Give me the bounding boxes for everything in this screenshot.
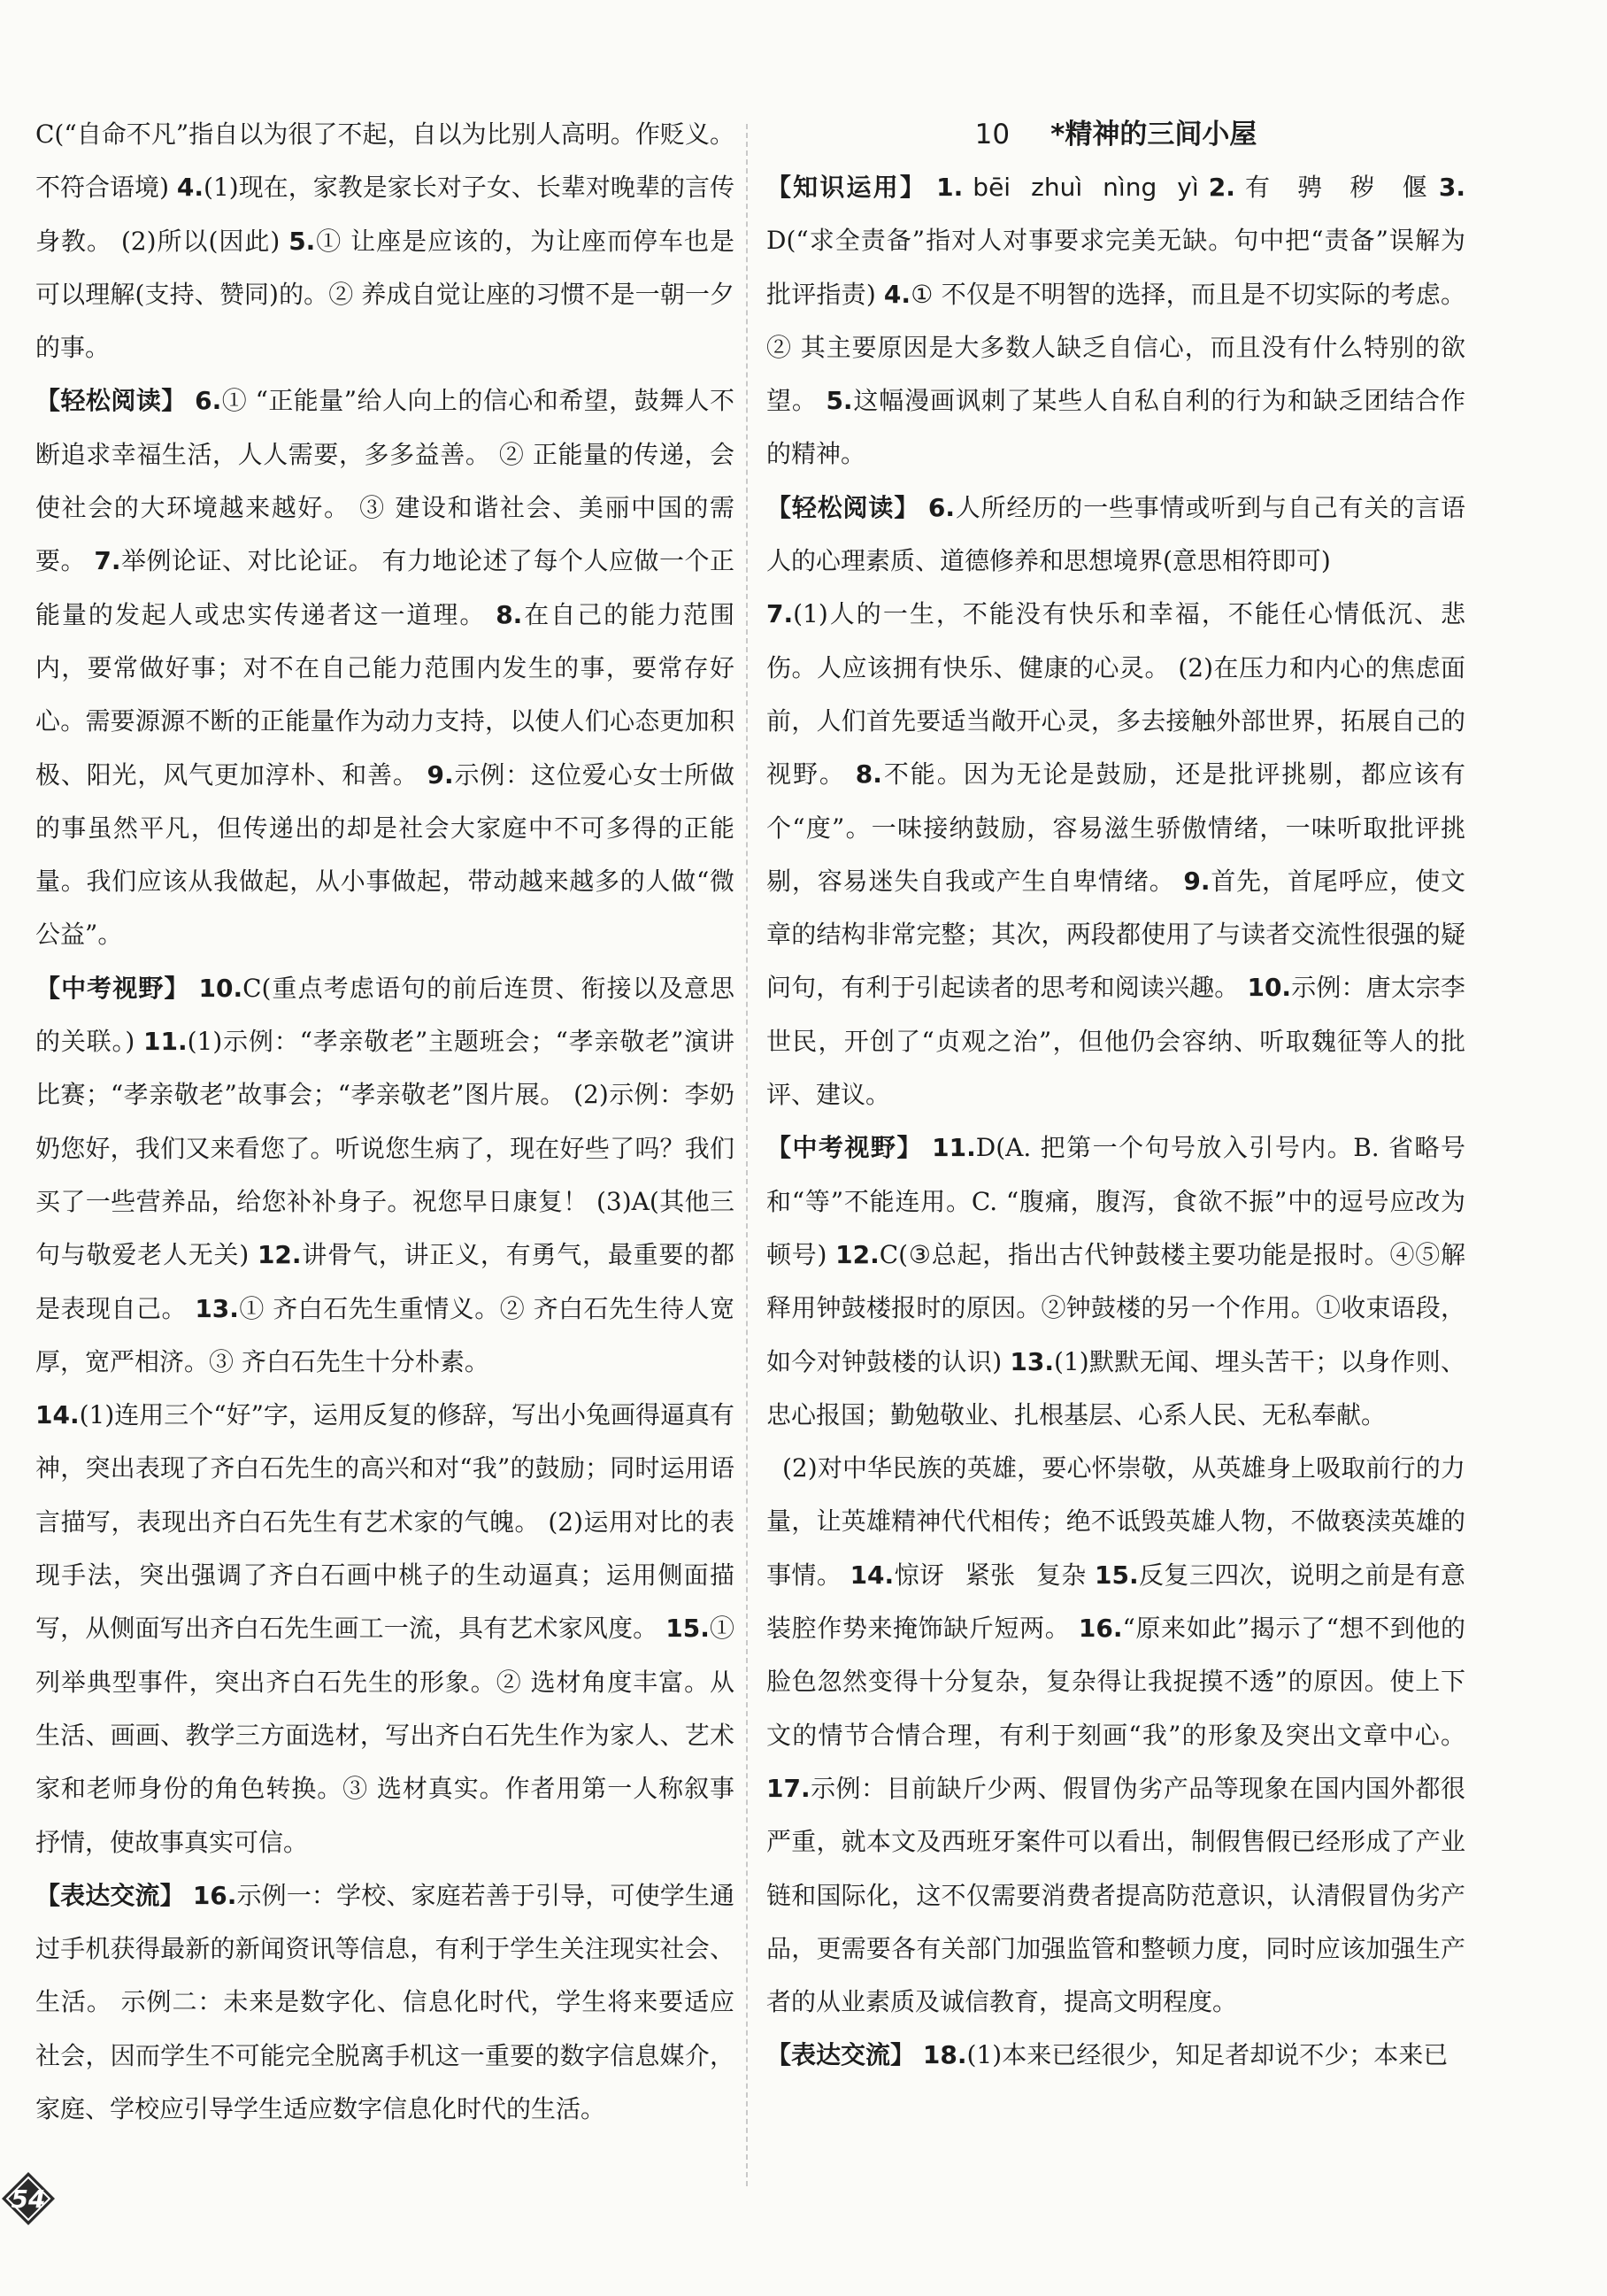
answer-text: 反复三四次，说明之前是有意装腔作势来掩饰缺斤短两。 — [766, 1560, 1465, 1644]
answer-text: D(“求全责备”指对人对事要求完美无缺。句中把“责备”误解为批评指责) — [766, 226, 1465, 309]
answer-text: 示例：这位爱心女士所做的事虽然平凡，但传递出的却是社会大家庭中不可多得的正能量。我们应该从我做起，从小事做起，带动越来越多的人做“微公益”。 — [35, 759, 734, 950]
answer-text: (1)本来已经很少，知足者却说不少；本来已 — [966, 2040, 1449, 2070]
section-tag: 【轻松阅读】 — [35, 386, 187, 416]
answer-text: C(“自命不凡”指自以为很了不起，自以为比别人高明。作贬义。不符合语境) — [35, 119, 734, 203]
answer-block-14 — [35, 1389, 734, 1869]
section-expression — [35, 1869, 734, 2136]
section-expression — [766, 2029, 1465, 2082]
answer-text: C(③总起，指出古代钟鼓楼主要功能是报时。④⑤解释用钟鼓楼报时的原因。②钟鼓楼的另一个作用。①收束语段，如今对钟鼓楼的认识) — [766, 1239, 1465, 1376]
answer-text: (2)对中华民族的英雄，要心怀崇敬，从英雄身上吸取前行的力量，让英雄精神代代相传；绝不诋毁英雄人物，不做亵渎英雄的事情。 — [766, 1453, 1465, 1590]
question-number: 16. — [1078, 1614, 1123, 1644]
answer-text: ① 不仅是不明智的选择，而且是不切实际的考虑。 ② 其主要原因是大多数人缺乏自信心，而且没有什么特别的欲望。 — [766, 279, 1465, 416]
answer-text: ① “正能量”给人向上的信心和希望，鼓舞人不断追求幸福生活，人人需要，多多益善。 ② 正能量的传递，会使社会的大环境越来越好。 ③ 建设和谐社会、美丽中国的需要。 — [35, 386, 734, 576]
answer-text: (1)现在，家教是家长对子女、长辈对晚辈的言传身教。 (2)所以(因此) — [35, 173, 734, 256]
question-number: 16. — [192, 1880, 237, 1910]
lesson-number: 10 — [974, 119, 1011, 150]
answer-block-1 — [35, 108, 734, 374]
section-exam-view — [766, 1121, 1465, 1442]
answer-text: D(A. 把第一个句号放入引号内。B. 省略号和“等”不能连用。C. “腹痛，腹泻，食欲不振”中的逗号应改为顿号) — [766, 1133, 1465, 1269]
left-column — [35, 108, 734, 2136]
question-number: 14. — [35, 1400, 80, 1430]
question-number: 2. — [1208, 173, 1235, 202]
question-number: 10. — [1247, 973, 1292, 1003]
answer-text: 举例论证、对比论证。 有力地论述了每个人应做一个正能量的发起人或忠实传递者这一道理。 — [35, 546, 734, 629]
question-number: 8. — [855, 759, 882, 790]
question-number: 5. — [826, 386, 853, 416]
answer-block-13b — [766, 1442, 1465, 2029]
answer-text: bēi zhuì nìng yì — [973, 173, 1199, 202]
answer-text: 示例：目前缺斤少两、假冒伪劣产品等现象在国内国外都很严重，就本文及西班牙案件可以看出，制假售假已经形成了产业链和国际化，这不仅需要消费者提高防范意识，认清假冒伪劣产品，更需要各有关部门加强监管和整顿力度，同时应该加强生产者的从业素质及诚信教育，提高文明程度。 — [766, 1773, 1465, 2017]
question-number: 11. — [142, 1027, 188, 1057]
question-number: 3. — [1438, 173, 1466, 202]
answer-text: 首先，首尾呼应，使文章的结构非常完整；其次，两段都使用了与读者交流性很强的疑问句，有利于引起读者的思考和阅读兴趣。 — [766, 866, 1465, 1003]
question-number: 15. — [665, 1614, 710, 1644]
question-number: 6. — [195, 386, 222, 416]
answer-text: ① 列举典型事件，突出齐白石先生的形象。② 选材角度丰富。从生活、画画、教学三方面选材，写出齐白石先生作为家人、艺术家和老师身份的角色转换。③ 选材真实。作者用第一人称叙事抒情，使故事真实可信。 — [35, 1614, 734, 1857]
section-easy-reading — [766, 482, 1465, 589]
lesson-title — [766, 108, 1465, 161]
answer-text: (1)默默无闻、埋头苦干；以身作则、忠心报国；勤勉敬业、扎根基层、心系人民、无私奉献。 — [766, 1346, 1465, 1429]
section-tag: 【知识运用】 — [766, 173, 927, 202]
page-number-badge — [0, 2170, 57, 2227]
lesson-title-text: *精神的三间小屋 — [1050, 119, 1257, 150]
answer-block-7 — [766, 588, 1465, 1121]
section-knowledge-use — [766, 161, 1465, 482]
question-number: 9. — [427, 759, 454, 790]
section-tag: 【中考视野】 — [35, 973, 190, 1003]
question-number: 1. — [936, 173, 964, 202]
answer-text: 在自己的能力范围内，要常做好事；对不在自己能力范围内发生的事，要常存好心。需要源源不断的正能量作为动力支持，以使人们心态更加积极、阳光，风气更加淳朴、和善。 — [35, 599, 734, 790]
section-tag: 【表达交流】 — [766, 2040, 916, 2070]
question-number: 7. — [766, 599, 794, 629]
question-number: 7. — [94, 546, 121, 576]
answer-text: 惊讶 紧张 复杂 — [894, 1560, 1087, 1590]
section-easy-reading — [35, 374, 734, 961]
answer-text: 示例：唐太宗李世民，开创了“贞观之治”，但他仍会容纳、听取魏征等人的批评、建议。 — [766, 973, 1465, 1110]
question-number: 10. — [198, 973, 243, 1003]
question-number: 12. — [257, 1240, 302, 1270]
answer-text: “原来如此”揭示了“想不到他的脸色忽然变得十分复杂，复杂得让我捉摸不透”的原因。使上下文的情节合情合理，有利于刻画“我”的形象及突出文章中心。 — [766, 1614, 1465, 1750]
answer-text: C(重点考虑语句的前后连贯、衔接以及意思的关联。) — [35, 973, 734, 1057]
answer-text: ① 让座是应该的，为让座而停车也是可以理解(支持、赞同)的。② 养成自觉让座的习惯不是一朝一夕的事。 — [35, 226, 734, 363]
answer-text: 人所经历的一些事情或听到与自己有关的言语 人的心理素质、道德修养和思想境界(意思相符即可) — [766, 492, 1465, 576]
question-number: 9. — [1183, 866, 1211, 896]
answer-text: 这幅漫画讽刺了某些人自私自利的行为和缺乏团结合作的精神。 — [766, 386, 1465, 469]
right-column — [766, 108, 1465, 2083]
question-number: 17. — [766, 1773, 811, 1803]
answer-text: 有 骋 秽 偃 — [1244, 173, 1429, 202]
question-number: 5. — [288, 226, 316, 256]
section-tag: 【中考视野】 — [766, 1133, 923, 1163]
section-exam-view — [35, 962, 734, 1389]
answer-text: (1)人的一生，不能没有快乐和幸福，不能任心情低沉、悲伤。人应该拥有快乐、健康的心灵。 (2)在压力和内心的焦虑面前，人们首先要适当敞开心灵，多去接触外部世界，拓展自己的视野。 — [766, 599, 1465, 790]
section-tag: 【表达交流】 — [35, 1880, 185, 1910]
question-number: 11. — [932, 1133, 976, 1163]
question-number: 18. — [922, 2040, 967, 2070]
answer-text: (1)连用三个“好”字，运用反复的修辞，写出小兔画得逼真有神，突出表现了齐白石先生的高兴和对“我”的鼓励；同时运用语言描写，表现出齐白石先生有艺术家的气魄。 (2)运用对比的表现手法，突出强调了齐白石画中桃子的生动逼真；运用侧面描写，从侧面写出齐白石先生画工一流，具有艺术家风度。 — [35, 1400, 734, 1644]
page-number: 54 — [11, 2184, 46, 2214]
question-number: 12. — [835, 1239, 880, 1269]
question-number: 6. — [927, 492, 955, 522]
answer-text: ① 齐白石先生重情义。② 齐白石先生待人宽厚，宽严相济。③ 齐白石先生十分朴素。 — [35, 1293, 734, 1376]
question-number: 14. — [850, 1560, 895, 1590]
question-number: 4. — [176, 173, 204, 203]
question-number: 13. — [195, 1293, 239, 1323]
answer-text: 不能。因为无论是鼓励，还是批评挑剔，都应该有个“度”。一味接纳鼓励，容易滋生骄傲情绪，一味听取批评挑剔，容易迷失自我或产生自卑情绪。 — [766, 759, 1465, 896]
answer-text: 讲骨气，讲正义，有勇气，最重要的都是表现自己。 — [35, 1240, 734, 1323]
column-divider — [746, 124, 748, 2186]
question-number: 15. — [1095, 1560, 1139, 1590]
answer-text: (1)示例：“孝亲敬老”主题班会；“孝亲敬老”演讲比赛；“孝亲敬老”故事会；“孝亲敬老”图片展。 (2)示例：李奶奶您好，我们又来看您了。听说您生病了，现在好些了吗？我们买了一些营养品，给您补补身子。祝您早日康复！ (3)A(其他三句与敬爱老人无关) — [35, 1027, 734, 1270]
question-number: 13. — [1010, 1346, 1054, 1376]
question-number: 8. — [496, 599, 523, 629]
section-tag: 【轻松阅读】 — [766, 492, 920, 522]
answer-text: 示例一：学校、家庭若善于引导，可使学生通过手机获得最新的新闻资讯等信息，有利于学生关注现实社会、生活。 示例二：未来是数字化、信息化时代，学生将来要适应社会，因而学生不可能完全脱离手机这一重要的数字信息媒介，家庭、学校应引导学生适应数字信息化时代的生活。 — [35, 1880, 734, 2123]
question-number: 4. — [883, 279, 911, 309]
